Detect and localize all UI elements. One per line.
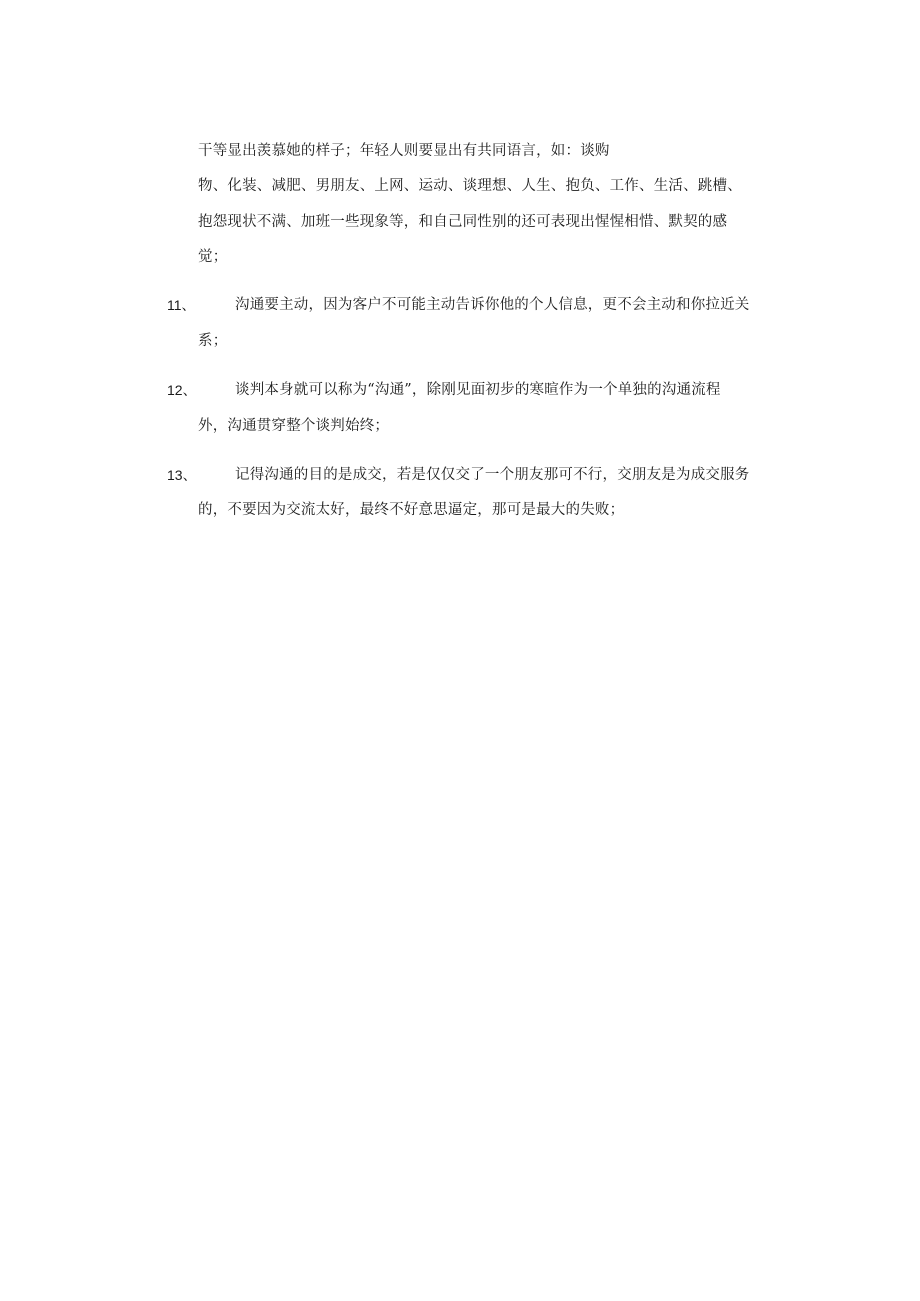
paragraph-line: 觉； (198, 249, 228, 265)
list-item-number: 13、 (167, 467, 197, 483)
paragraph-line: 抱怨现状不满、加班一些现象等，和自己同性别的还可表现出惺惺相惜、默契的感 (198, 214, 728, 230)
list-item-line: 的，不要因为交流太好，最终不好意思逼定，那可是最大的失败； (198, 502, 625, 518)
list-item-line: 外，沟通贯穿整个谈判始终； (198, 418, 390, 434)
list-item-line: 系； (198, 333, 228, 349)
list-item-line: 谈判本身就可以称为“沟通”，除刚见面初步的寒暄作为一个单独的沟通流程 (235, 382, 721, 398)
list-item-number: 11、 (167, 297, 196, 313)
list-item-line: 记得沟通的目的是成交，若是仅仅交了一个朋友那可不行，交朋友是为成交服务 (235, 467, 750, 483)
paragraph-line: 干等显出羡慕她的样子；年轻人则要显出有共同语言，如：谈购 (198, 143, 610, 159)
paragraph-line: 物、化装、减肥、男朋友、上网、运动、谈理想、人生、抱负、工作、生活、跳槽、 (198, 178, 742, 194)
list-item-number: 12、 (167, 382, 197, 398)
list-item-line: 沟通要主动，因为客户不可能主动告诉你他的个人信息，更不会主动和你拉近关 (235, 297, 750, 313)
